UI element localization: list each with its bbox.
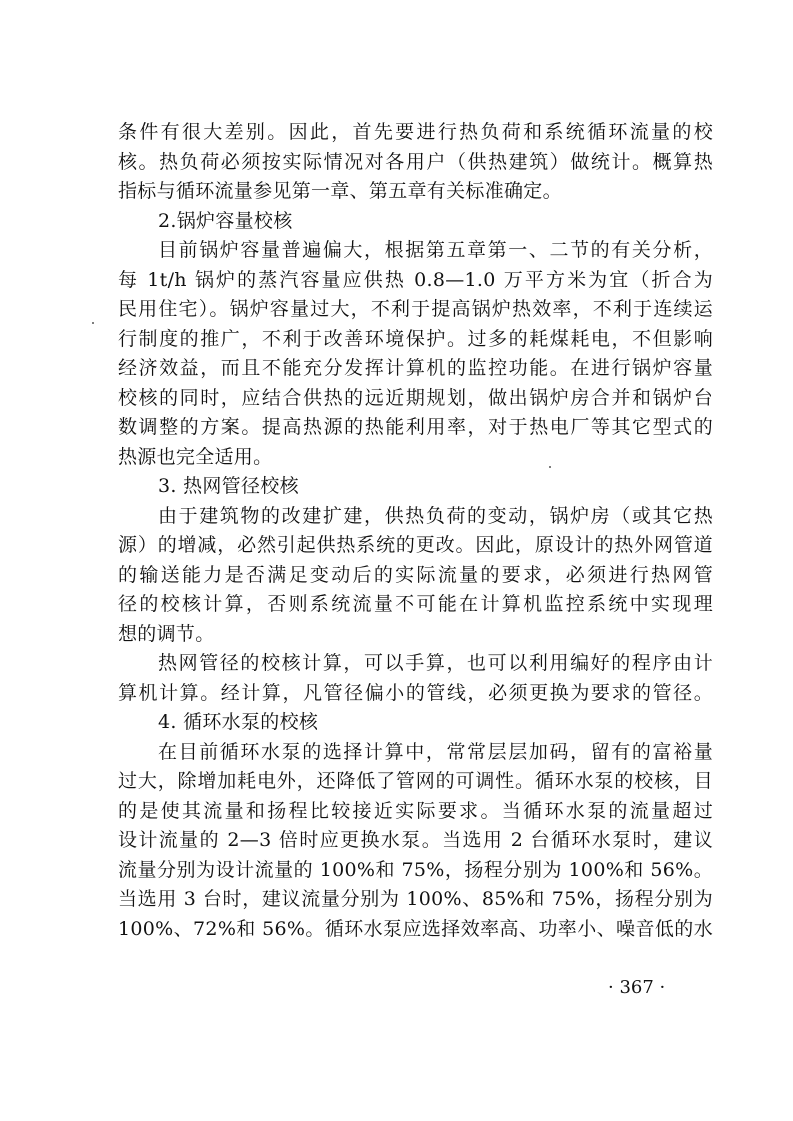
section-heading-4: 4. 循环水泵的校核 <box>158 711 319 733</box>
text-line: 源）的增减，必然引起供热系统的更改。因此，原设计的热外网管道 <box>118 534 713 556</box>
text-line: 设计流量的 2—3 倍时应更换水泵。当选用 2 台循环水泵时，建议 <box>118 829 713 851</box>
scan-speck <box>549 466 551 468</box>
text-line: 民用住宅）。锅炉容量过大，不利于提高锅炉热效率，不利于连续运 <box>118 298 713 320</box>
text-line: 核。热负荷必须按实际情况对各用户（供热建筑）做统计。概算热 <box>118 150 713 173</box>
text-line: 条件有很大差别。因此，首先要进行热负荷和系统循环流量的校 <box>118 121 713 143</box>
page-number: · 367 · <box>608 977 666 998</box>
text-line: 算机计算。经计算，凡管径偏小的管线，必须更换为要求的管径。 <box>118 681 713 704</box>
text-line: 流量分别为设计流量的 100%和 75%，扬程分别为 100%和 56%。 <box>118 858 713 881</box>
text-line: 过大，除增加耗电外，还降低了管网的可调性。循环水泵的校核，目 <box>118 770 713 792</box>
section-heading-2: 2.锅炉容量校核 <box>158 209 293 232</box>
text-line: 100%、72%和 56%。循环水泵应选择效率高、功率小、噪音低的水 <box>118 917 713 940</box>
text-line: 热源也完全适用。 <box>118 445 273 468</box>
text-line: 热网管径的校核计算，可以手算，也可以利用编好的程序由计 <box>158 652 713 674</box>
text-line: 当选用 3 台时，建议流量分别为 100%、85%和 75%，扬程分别为 <box>118 888 713 910</box>
text-line: 的输送能力是否满足变动后的实际流量的要求，必须进行热网管 <box>118 563 713 586</box>
text-line: 由于建筑物的改建扩建，供热负荷的变动，锅炉房（或其它热 <box>158 504 713 527</box>
text-line: 在目前循环水泵的选择计算中，常常层层加码，留有的富裕量 <box>158 740 713 763</box>
section-heading-3: 3. 热网管径校核 <box>158 475 299 497</box>
text-line: 想的调节。 <box>118 622 215 645</box>
text-line: 行制度的推广，不利于改善环境保护。过多的耗煤耗电，不但影响 <box>118 327 713 350</box>
body-text <box>118 118 713 944</box>
text-line: 指标与循环流量参见第一章、第五章有关标准确定。 <box>118 180 562 202</box>
scan-speck <box>92 322 94 324</box>
text-line: 的是使其流量和扬程比较接近实际要求。当循环水泵的流量超过 <box>118 799 713 822</box>
text-line: 经济效益，而且不能充分发挥计算机的监控功能。在进行锅炉容量 <box>118 357 713 379</box>
text-line: 校核的同时，应结合供热的远近期规划，做出锅炉房合并和锅炉台 <box>118 386 713 409</box>
text-line: 数调整的方案。提高热源的热能利用率，对于热电厂等其它型式的 <box>118 416 713 438</box>
text-line: 径的校核计算，否则系统流量不可能在计算机监控系统中实现理 <box>118 593 713 615</box>
text-line: 每 1t/h 锅炉的蒸汽容量应供热 0.8—1.0 万平方米为宜（折合为 <box>118 268 713 291</box>
text-line: 目前锅炉容量普遍偏大，根据第五章第一、二节的有关分析， <box>158 239 713 261</box>
